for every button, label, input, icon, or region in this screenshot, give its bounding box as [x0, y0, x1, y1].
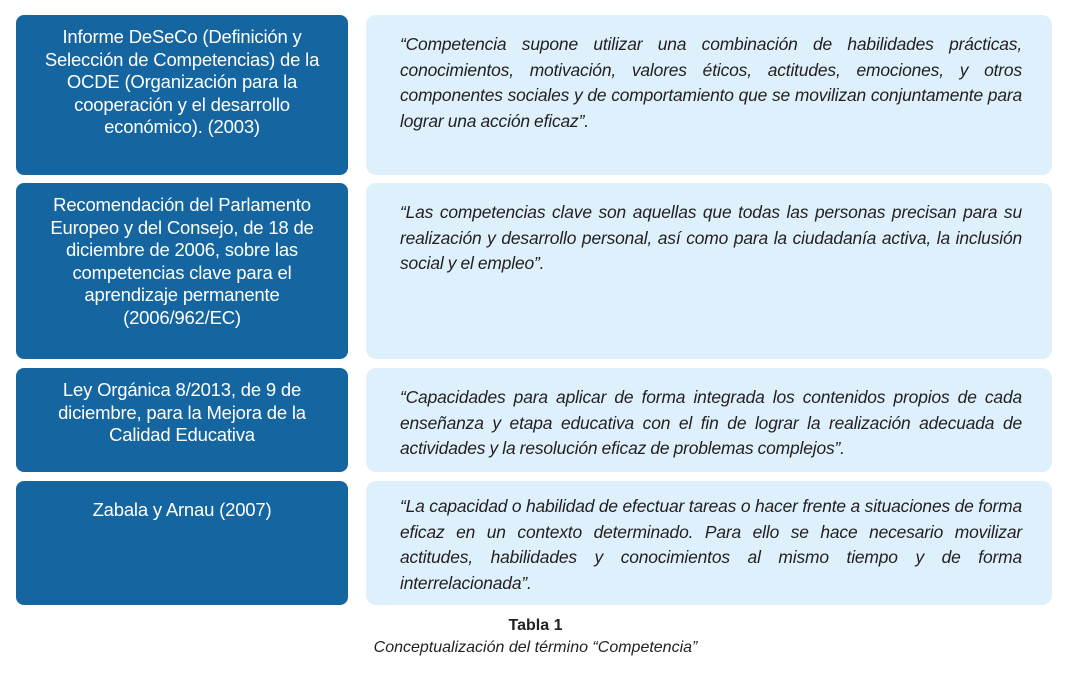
table-row-parlamento: [16, 183, 1052, 359]
table-caption-title: Tabla 1: [508, 617, 563, 634]
source-cell: Ley Orgánica 8/2013, de 9 de diciembre, para la Mejora de la Calidad Educativa: [16, 368, 348, 472]
source-cell: Zabala y Arnau (2007): [16, 481, 348, 605]
table-row-deseco: [16, 15, 1052, 175]
source-cell: Informe DeSeCo (Definición y Selección de Competencias) de la OCDE (Organización para la cooperación y el desarrollo económico). (2003): [16, 15, 348, 175]
table-row-lomce: [16, 368, 1052, 472]
source-cell: Recomendación del Parlamento Europeo y del Consejo, de 18 de diciembre de 2006, sobre las competencias clave para el aprendizaje permanente (2006/962/EC): [16, 183, 348, 359]
definition-cell: “La capacidad o habilidad de efectuar tareas o hacer frente a situaciones de forma eficaz en un contexto determinado. Para ello se hace necesario movilizar actitudes, habilidades y conocimientos al mismo tiempo y de forma interrelacionada”.: [366, 481, 1052, 605]
definition-cell: “Las competencias clave son aquellas que todas las personas precisan para su realización y desarrollo personal, así como para la ciudadanía activa, la inclusión social y el empleo”.: [366, 183, 1052, 359]
definition-cell: “Capacidades para aplicar de forma integrada los contenidos propios de cada enseñanza y etapa educativa con el fin de lograr la realización adecuada de actividades y la resolución eficaz de problemas complejos”.: [366, 368, 1052, 472]
table-caption-subtitle: Conceptualización del término “Competencia”: [373, 639, 698, 656]
definition-cell: “Competencia supone utilizar una combinación de habilidades prácticas, conocimientos, motivación, valores éticos, actitudes, emociones, y otros componentes sociales y de comportamiento que se movilizan conjuntamente para lograr una acción eficaz”.: [366, 15, 1052, 175]
table-row-zabala: [16, 481, 1052, 605]
